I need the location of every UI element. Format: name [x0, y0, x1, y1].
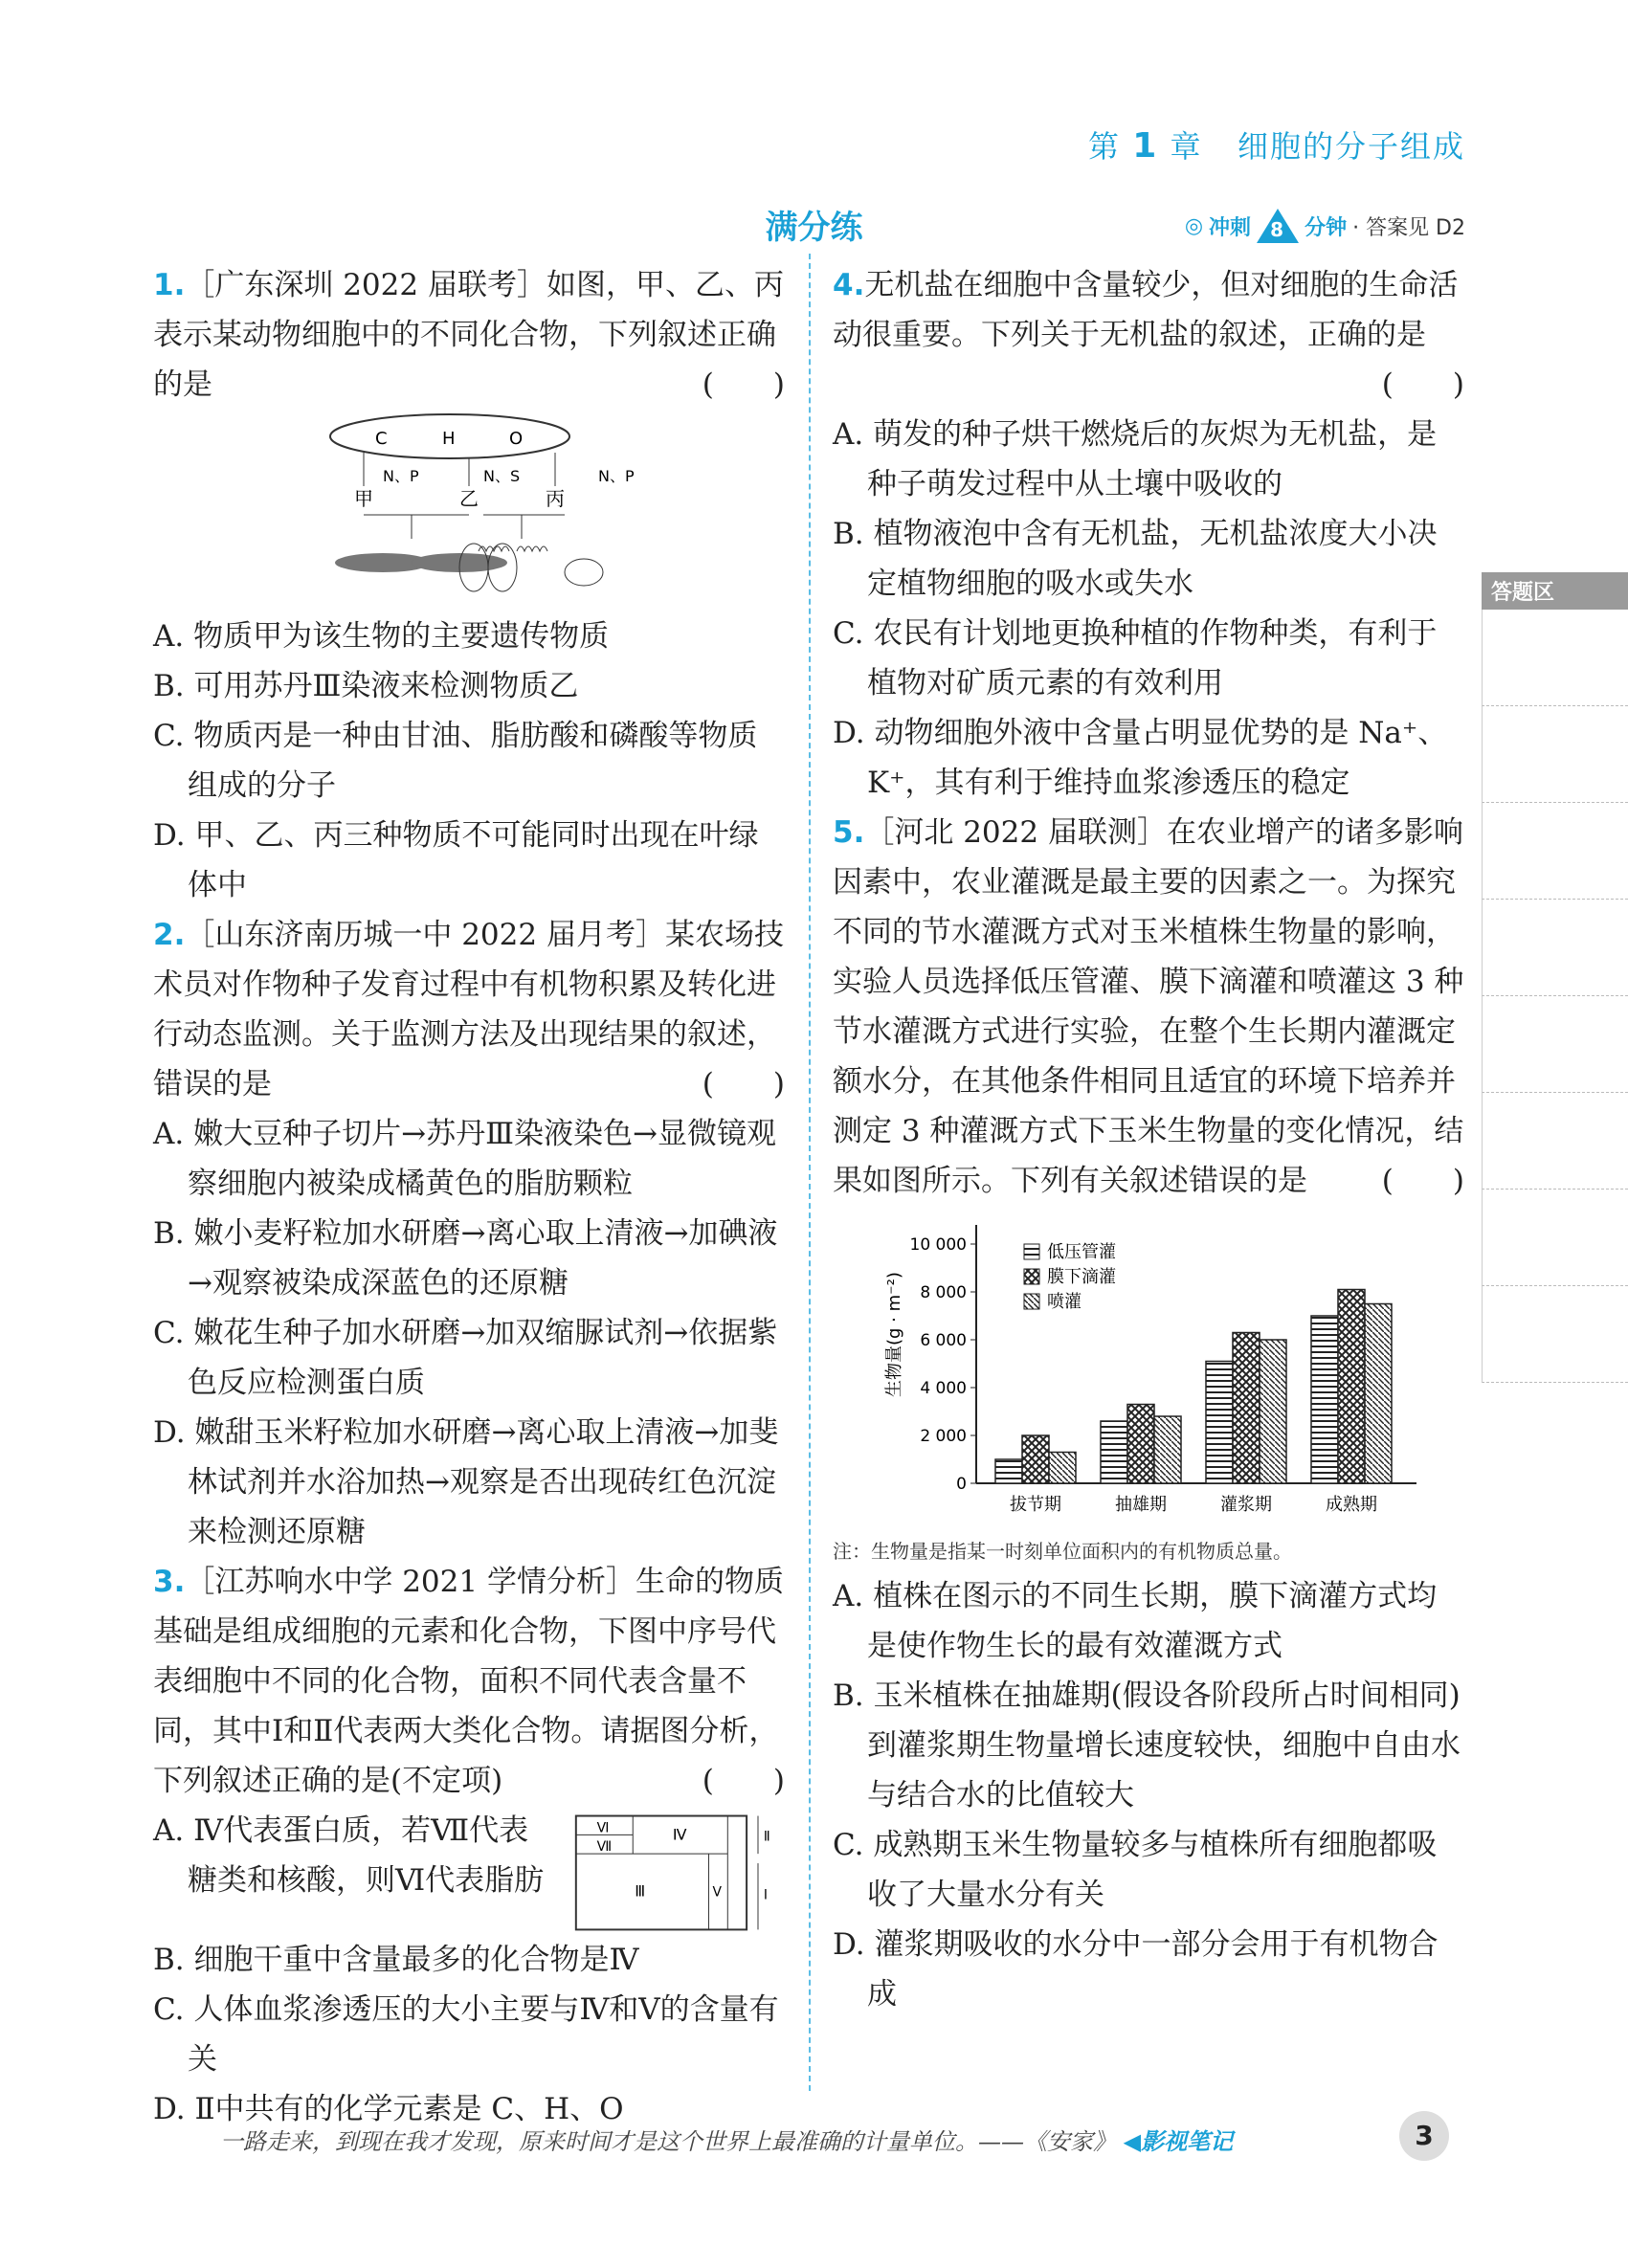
question-3: [153, 1557, 785, 2134]
bar-3: [1154, 1416, 1181, 1483]
question-number: 1.: [153, 268, 186, 302]
option-d[interactable]: D. 动物细胞外液中含量占明显优势的是 Na⁺、K⁺，其有利于维持血浆渗透压的稳定: [833, 716, 1448, 800]
compound-area-diagram: [557, 1806, 785, 1935]
bar-2: [1338, 1290, 1365, 1484]
section-title: 满分练: [765, 209, 863, 247]
answer-paren[interactable]: ( ): [702, 1764, 785, 1798]
question-4: [833, 260, 1464, 808]
question-1: [153, 260, 785, 910]
question-stem: 生命的物质基础是组成细胞的元素和化合物，下图中序号代表细胞中不同的化合物，面积不同代表含量不同，其中Ⅰ和Ⅱ代表两大类化合物。请据图分析，下列叙述正确的是(不定项): [153, 1565, 784, 1798]
bar-1: [1311, 1316, 1338, 1483]
question-number: 5.: [833, 815, 865, 850]
y-tick-label: 2 000: [920, 1427, 967, 1446]
answer-line[interactable]: [1482, 706, 1628, 803]
question-stem: 无机盐在细胞中含量较少，但对细胞的生命活动很重要。下列关于无机盐的叙述，正确的是: [833, 268, 1459, 352]
question-2: [153, 910, 785, 1557]
question-stem: 在农业增产的诸多影响因素中，农业灌溉是最主要的因素之一。为探究不同的节水灌溉方式对玉米植株生物量的影响，实验人员选择低压管灌、膜下滴灌和喷灌这 3 种节水灌溉方式进行实验，在整个生长期内灌溉定额水分，在其他条件相同且适宜的环境下培养并测定 3 种灌溉方式下玉米生物量的变化情况，结果如图所示。下列有关叙述错误的是: [833, 815, 1464, 1198]
biomass-bar-chart: [833, 1206, 1464, 1522]
diagram-name-yi: 乙: [459, 487, 479, 510]
y-tick-label: 6 000: [920, 1331, 967, 1350]
diagram-label-np: N、P: [383, 467, 419, 485]
label-vi: Ⅵ: [596, 1820, 610, 1836]
bar-3: [1049, 1453, 1076, 1484]
label-v: Ⅴ: [712, 1884, 723, 1901]
legend-swatch: [1024, 1269, 1039, 1284]
answer-line[interactable]: [1482, 610, 1628, 706]
option-a[interactable]: A. 物质甲为该生物的主要遗传物质: [153, 619, 610, 654]
timer-badge: [1185, 209, 1465, 243]
y-tick-label: 4 000: [920, 1379, 967, 1398]
option-a[interactable]: A. Ⅳ代表蛋白质，若Ⅶ代表糖类和核酸，则Ⅵ代表脂肪: [153, 1813, 545, 1898]
chapter-heading: [1088, 122, 1465, 167]
option-b[interactable]: B. 细胞干重中含量最多的化合物是Ⅳ: [153, 1943, 639, 1977]
label-iii: Ⅲ: [635, 1881, 646, 1901]
answer-paren[interactable]: ( ): [1381, 1164, 1464, 1198]
y-tick-label: 0: [956, 1475, 967, 1494]
legend-label: 低压管灌: [1047, 1242, 1116, 1262]
bar-1: [1101, 1421, 1127, 1483]
legend-label: 膜下滴灌: [1047, 1267, 1116, 1287]
question-number: 2.: [153, 918, 186, 952]
y-tick-label: 10 000: [909, 1235, 967, 1255]
x-tick-label: 成熟期: [1326, 1495, 1377, 1515]
diagram-element-h: H: [442, 429, 456, 449]
option-d[interactable]: D. 甲、乙、丙三种物质不可能同时出现在叶绿体中: [153, 818, 759, 902]
answer-area-label: 答题区: [1482, 572, 1628, 610]
timer-label: 冲刺: [1209, 215, 1252, 240]
bar-2: [1022, 1435, 1049, 1483]
label-i: Ⅰ: [764, 1887, 769, 1903]
column-divider: [809, 254, 811, 2091]
bar-1: [1206, 1362, 1233, 1484]
question-stem: 某农场技术员对作物种子发育过程中有机物积累及转化进行动态监测。关于监测方法及出现结果的叙述，错误的是: [153, 918, 784, 1101]
timer-unit: 分钟: [1305, 215, 1348, 240]
option-d[interactable]: D. Ⅱ中共有的化学元素是 C、H、O: [153, 2092, 624, 2126]
answer-paren[interactable]: ( ): [702, 367, 785, 402]
question-source: ［江苏响水中学 2021 学情分析］: [185, 1565, 636, 1599]
label-ii: Ⅱ: [764, 1829, 771, 1845]
option-b[interactable]: B. 植物液泡中含有无机盐，无机盐浓度大小决定植物细胞的吸水或失水: [833, 517, 1438, 601]
option-d[interactable]: D. 嫩甜玉米籽粒加水研磨→离心取上清液→加斐林试剂并水浴加热→观察是否出现砖红色沉淀来检测还原糖: [153, 1415, 779, 1549]
label-iv: Ⅳ: [673, 1825, 687, 1844]
chapter-prefix: 第: [1088, 128, 1122, 165]
bar-3: [1365, 1304, 1392, 1484]
answer-area: [1482, 572, 1628, 1383]
compound-diagram: [153, 410, 785, 596]
option-a[interactable]: A. 植株在图示的不同生长期，膜下滴灌方式均是使作物生长的最有效灌溉方式: [833, 1579, 1438, 1663]
question-source: ［广东深圳 2022 届联考］: [185, 268, 546, 302]
question-number: 4.: [833, 268, 865, 302]
x-tick-label: 灌浆期: [1220, 1495, 1272, 1515]
option-c[interactable]: C. 成熟期玉米生物量较多与植株所有细胞都吸收了大量水分有关: [833, 1828, 1438, 1912]
timer-minutes: 8: [1270, 218, 1283, 241]
question-source: ［山东济南历城一中 2022 届月考］: [185, 918, 665, 952]
y-tick-label: 8 000: [920, 1283, 967, 1302]
bar-1: [995, 1459, 1022, 1483]
answer-ref: · 答案见 D2: [1352, 215, 1465, 240]
label-vii: Ⅶ: [596, 1839, 613, 1856]
answer-line[interactable]: [1482, 996, 1628, 1093]
answer-line[interactable]: [1482, 900, 1628, 996]
option-b[interactable]: B. 玉米植株在抽雄期(假设各阶段所占时间相同)到灌浆期生物量增长速度较快，细胞中自由水与结合水的比值较大: [833, 1679, 1461, 1812]
question-number: 3.: [153, 1565, 186, 1599]
bar-2: [1233, 1333, 1260, 1484]
question-5: [833, 808, 1464, 2019]
diagram-name-bing: 丙: [546, 487, 565, 510]
left-column: [153, 260, 785, 2134]
option-c[interactable]: C. 农民有计划地更换种植的作物种类，有利于植物对矿质元素的有效利用: [833, 616, 1438, 700]
chapter-title: 细胞的分子组成: [1237, 128, 1465, 165]
timer-triangle: [1257, 209, 1299, 243]
diagram-element-o: O: [509, 429, 524, 449]
option-d[interactable]: D. 灌浆期吸收的水分中一部分会用于有机物合成: [833, 1927, 1438, 2012]
footer: [220, 2123, 1369, 2156]
chapter-suffix: 章: [1170, 128, 1203, 165]
right-column: [833, 260, 1464, 2019]
diagram-label-np-2: N、P: [598, 467, 635, 485]
lipid-icon: [565, 559, 603, 586]
option-a[interactable]: A. 嫩大豆种子切片→苏丹Ⅲ染液染色→显微镜观察细胞内被染成橘黄色的脂肪颗粒: [153, 1117, 776, 1201]
answer-paren[interactable]: ( ): [702, 1067, 785, 1101]
option-a[interactable]: A. 萌发的种子烘干燃烧后的灰烬为无机盐，是种子萌发过程中从土壤中吸收的: [833, 417, 1438, 501]
question-3-figure-row: [153, 1806, 785, 1935]
footer-quote: 一路走来，到现在我才发现，原来时间才是这个世界上最准确的计量单位。——《安家》: [220, 2128, 1116, 2155]
legend-swatch: [1024, 1294, 1039, 1309]
answer-paren[interactable]: ( ): [1381, 367, 1464, 402]
answer-line[interactable]: [1482, 1286, 1628, 1383]
diagram-element-c: C: [375, 429, 388, 449]
answer-line[interactable]: [1482, 803, 1628, 900]
option-c[interactable]: C. 人体血浆渗透压的大小主要与Ⅳ和Ⅴ的含量有关: [153, 1992, 779, 2077]
diagram-name-jia: 甲: [354, 487, 373, 510]
chapter-number: 1: [1132, 126, 1159, 166]
option-b[interactable]: B. 嫩小麦籽粒加水研磨→离心取上清液→加碘液→观察被染成深蓝色的还原糖: [153, 1216, 778, 1301]
answer-line[interactable]: [1482, 1093, 1628, 1190]
chart-note: 注：生物量是指某一时刻单位面积内的有机物质总量。: [833, 1540, 1292, 1563]
page-number: 3: [1399, 2111, 1449, 2161]
answer-line[interactable]: [1482, 1190, 1628, 1286]
question-stem: 如图，甲、乙、丙表示某动物细胞中的不同化合物，下列叙述正确的是: [153, 268, 784, 402]
option-c[interactable]: C. 嫩花生种子加水研磨→加双缩脲试剂→依据紫色反应检测蛋白质: [153, 1316, 778, 1400]
footer-brand: ◀影视笔记: [1123, 2127, 1234, 2155]
legend-swatch: [1024, 1244, 1039, 1259]
timer-icon: ◎: [1184, 213, 1204, 238]
diagram-label-ns: N、S: [483, 467, 521, 485]
x-tick-label: 拔节期: [1010, 1495, 1061, 1515]
question-source: ［河北 2022 届联测］: [864, 815, 1167, 850]
x-tick-label: 抽雄期: [1115, 1495, 1167, 1515]
option-c[interactable]: C. 物质丙是一种由甘油、脂肪酸和磷酸等物质组成的分子: [153, 719, 758, 803]
option-b[interactable]: B. 可用苏丹Ⅲ染液来检测物质乙: [153, 669, 579, 703]
bar-2: [1127, 1405, 1154, 1484]
chart-y-label: 生物量(g · m⁻²): [884, 1272, 904, 1397]
bar-3: [1260, 1340, 1286, 1483]
legend-label: 喷灌: [1047, 1292, 1082, 1312]
